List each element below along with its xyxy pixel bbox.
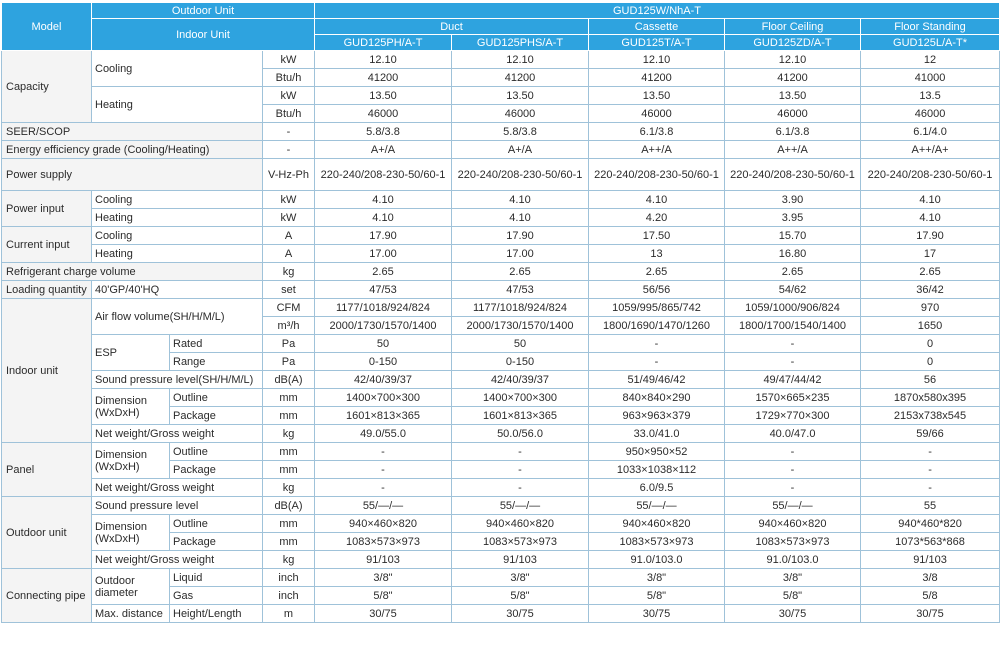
value-cell: 1083×573×973	[452, 533, 589, 551]
value-cell: 17.90	[861, 227, 1000, 245]
item-label: Net weight/Gross weight	[92, 425, 263, 443]
value-cell: A+/A	[315, 141, 452, 159]
value-cell: 91/103	[452, 551, 589, 569]
type-header: Cassette	[589, 19, 725, 35]
value-cell: 1033×1038×112	[589, 461, 725, 479]
value-cell: 50.0/56.0	[452, 425, 589, 443]
value-cell: 2.65	[315, 263, 452, 281]
value-cell: 1601×813×365	[315, 407, 452, 425]
value-cell: -	[725, 461, 861, 479]
section-label: SEER/SCOP	[2, 123, 263, 141]
value-cell: 12.10	[725, 51, 861, 69]
table-row	[2, 209, 1000, 227]
section-label: Indoor unit	[2, 299, 92, 443]
value-cell: A++/A+	[861, 141, 1000, 159]
section-label: Outdoor unit	[2, 497, 92, 569]
value-cell: -	[725, 353, 861, 371]
value-cell: 1650	[861, 317, 1000, 335]
subitem-label: Outline	[170, 515, 263, 533]
unit-cell: mm	[263, 461, 315, 479]
value-cell: 2000/1730/1570/1400	[452, 317, 589, 335]
value-cell: 17	[861, 245, 1000, 263]
value-cell: 2153x738x545	[861, 407, 1000, 425]
value-cell: 15.70	[725, 227, 861, 245]
value-cell: 4.10	[452, 209, 589, 227]
value-cell: 963×963×379	[589, 407, 725, 425]
value-cell: 1083×573×973	[589, 533, 725, 551]
value-cell: 220-240/208-230-50/60-1	[589, 159, 725, 191]
unit-cell: set	[263, 281, 315, 299]
value-cell: 6.1/3.8	[589, 123, 725, 141]
value-cell: 41200	[589, 69, 725, 87]
subitem-label: Height/Length	[170, 605, 263, 623]
value-cell: 1400×700×300	[315, 389, 452, 407]
item-label: Outdoor diameter	[92, 569, 170, 605]
unit-cell: mm	[263, 389, 315, 407]
value-cell: 940×460×820	[589, 515, 725, 533]
value-cell: 3/8	[861, 569, 1000, 587]
value-cell: 220-240/208-230-50/60-1	[725, 159, 861, 191]
value-cell: 950×950×52	[589, 443, 725, 461]
unit-cell: kW	[263, 191, 315, 209]
table-row	[2, 425, 1000, 443]
value-cell: -	[315, 461, 452, 479]
value-cell: 3/8"	[589, 569, 725, 587]
value-cell: 4.10	[589, 191, 725, 209]
value-cell: 5/8"	[452, 587, 589, 605]
value-cell: 4.10	[861, 191, 1000, 209]
value-cell: 13.5	[861, 87, 1000, 105]
value-cell: 13.50	[452, 87, 589, 105]
item-label: Heating	[92, 209, 263, 227]
value-cell: 51/49/46/42	[589, 371, 725, 389]
subitem-label: Package	[170, 461, 263, 479]
value-cell: 1059/995/865/742	[589, 299, 725, 317]
indoor-model-header: GUD125PHS/A-T	[452, 35, 589, 51]
unit-cell: inch	[263, 569, 315, 587]
unit-cell: mm	[263, 533, 315, 551]
value-cell: 6.1/3.8	[725, 123, 861, 141]
value-cell: 16.80	[725, 245, 861, 263]
unit-cell: dB(A)	[263, 371, 315, 389]
unit-cell: Pa	[263, 353, 315, 371]
value-cell: 220-240/208-230-50/60-1	[452, 159, 589, 191]
value-cell: A++/A	[725, 141, 861, 159]
table-row	[2, 389, 1000, 407]
value-cell: 41200	[315, 69, 452, 87]
section-label: Loading quantity	[2, 281, 92, 299]
unit-cell: A	[263, 245, 315, 263]
value-cell: 46000	[861, 105, 1000, 123]
value-cell: 17.00	[452, 245, 589, 263]
value-cell: 91.0/103.0	[725, 551, 861, 569]
value-cell: 3/8"	[452, 569, 589, 587]
value-cell: 40.0/47.0	[725, 425, 861, 443]
value-cell: 42/40/39/37	[452, 371, 589, 389]
table-row	[2, 443, 1000, 461]
value-cell: 4.10	[315, 191, 452, 209]
unit-cell: mm	[263, 443, 315, 461]
item-label: Heating	[92, 87, 263, 123]
value-cell: 3/8"	[725, 569, 861, 587]
value-cell: 54/62	[725, 281, 861, 299]
item-label: Max. distance	[92, 605, 170, 623]
value-cell: 13	[589, 245, 725, 263]
unit-cell: inch	[263, 587, 315, 605]
table-row	[2, 371, 1000, 389]
value-cell: 46000	[589, 105, 725, 123]
table-row	[2, 497, 1000, 515]
value-cell: 17.50	[589, 227, 725, 245]
subitem-label: Range	[170, 353, 263, 371]
table-row	[2, 245, 1000, 263]
value-cell: 940×460×820	[725, 515, 861, 533]
value-cell: -	[452, 461, 589, 479]
table-row	[2, 281, 1000, 299]
value-cell: 13.50	[725, 87, 861, 105]
value-cell: 12	[861, 51, 1000, 69]
model-header: Model	[2, 3, 92, 51]
value-cell: 2.65	[589, 263, 725, 281]
value-cell: -	[725, 335, 861, 353]
table-row	[2, 191, 1000, 209]
value-cell: -	[452, 479, 589, 497]
value-cell: 2.65	[452, 263, 589, 281]
subitem-label: Outline	[170, 389, 263, 407]
unit-cell: m	[263, 605, 315, 623]
section-label: Energy efficiency grade (Cooling/Heating)	[2, 141, 263, 159]
unit-cell: kg	[263, 551, 315, 569]
unit-cell: kW	[263, 209, 315, 227]
value-cell: 5/8	[861, 587, 1000, 605]
value-cell: 1083×573×973	[725, 533, 861, 551]
section-label: Refrigerant charge volume	[2, 263, 263, 281]
value-cell: 59/66	[861, 425, 1000, 443]
unit-cell: mm	[263, 407, 315, 425]
value-cell: 2.65	[725, 263, 861, 281]
indoor-unit-header: Indoor Unit	[92, 19, 315, 51]
value-cell: 30/75	[861, 605, 1000, 623]
section-label: Power input	[2, 191, 92, 227]
item-label: Sound pressure level	[92, 497, 263, 515]
value-cell: 12.10	[589, 51, 725, 69]
subitem-label: Outline	[170, 443, 263, 461]
value-cell: 49.0/55.0	[315, 425, 452, 443]
table-row	[2, 227, 1000, 245]
value-cell: 6.0/9.5	[589, 479, 725, 497]
unit-cell: dB(A)	[263, 497, 315, 515]
outdoor-model-header: GUD125W/NhA-T	[315, 3, 1000, 19]
item-label: 40'GP/40'HQ	[92, 281, 263, 299]
type-header: Floor Standing	[861, 19, 1000, 35]
value-cell: 1177/1018/924/824	[452, 299, 589, 317]
value-cell: -	[725, 479, 861, 497]
value-cell: 1059/1000/906/824	[725, 299, 861, 317]
table-row	[2, 551, 1000, 569]
subitem-label: Package	[170, 407, 263, 425]
value-cell: 46000	[315, 105, 452, 123]
unit-cell: kW	[263, 87, 315, 105]
value-cell: 55/—/—	[725, 497, 861, 515]
table-row	[2, 263, 1000, 281]
value-cell: 5/8"	[725, 587, 861, 605]
item-label: Heating	[92, 245, 263, 263]
unit-cell: Btu/h	[263, 105, 315, 123]
value-cell: 0-150	[452, 353, 589, 371]
unit-cell: -	[263, 123, 315, 141]
unit-cell: kg	[263, 479, 315, 497]
value-cell: 13.50	[315, 87, 452, 105]
unit-cell: Pa	[263, 335, 315, 353]
subitem-label: Rated	[170, 335, 263, 353]
outdoor-unit-header: Outdoor Unit	[92, 3, 315, 19]
item-label: Cooling	[92, 51, 263, 87]
value-cell: 50	[452, 335, 589, 353]
table-row	[2, 87, 1000, 105]
value-cell: 42/40/39/37	[315, 371, 452, 389]
value-cell: 1570×665×235	[725, 389, 861, 407]
value-cell: -	[315, 443, 452, 461]
value-cell: 55	[861, 497, 1000, 515]
table-row	[2, 51, 1000, 69]
value-cell: 56/56	[589, 281, 725, 299]
value-cell: A+/A	[452, 141, 589, 159]
value-cell: 3.90	[725, 191, 861, 209]
value-cell: 6.1/4.0	[861, 123, 1000, 141]
unit-cell: kg	[263, 263, 315, 281]
value-cell: 46000	[725, 105, 861, 123]
value-cell: -	[589, 335, 725, 353]
value-cell: 12.10	[315, 51, 452, 69]
value-cell: 30/75	[452, 605, 589, 623]
value-cell: 2000/1730/1570/1400	[315, 317, 452, 335]
indoor-model-header: GUD125ZD/A-T	[725, 35, 861, 51]
item-label: Cooling	[92, 227, 263, 245]
table-row	[2, 141, 1000, 159]
value-cell: 56	[861, 371, 1000, 389]
value-cell: 970	[861, 299, 1000, 317]
subitem-label: Gas	[170, 587, 263, 605]
value-cell: 41200	[452, 69, 589, 87]
value-cell: 5/8"	[315, 587, 452, 605]
value-cell: 13.50	[589, 87, 725, 105]
value-cell: -	[589, 353, 725, 371]
value-cell: 47/53	[315, 281, 452, 299]
unit-cell: mm	[263, 515, 315, 533]
value-cell: 17.90	[452, 227, 589, 245]
value-cell: 1400×700×300	[452, 389, 589, 407]
value-cell: 17.90	[315, 227, 452, 245]
unit-cell: -	[263, 141, 315, 159]
value-cell: 33.0/41.0	[589, 425, 725, 443]
section-label: Panel	[2, 443, 92, 497]
type-header: Duct	[315, 19, 589, 35]
value-cell: 49/47/44/42	[725, 371, 861, 389]
spec-table	[1, 2, 1000, 623]
value-cell: 1601×813×365	[452, 407, 589, 425]
subitem-label: Package	[170, 533, 263, 551]
value-cell: 1083×573×973	[315, 533, 452, 551]
value-cell: 1073*563*868	[861, 533, 1000, 551]
value-cell: 5.8/3.8	[315, 123, 452, 141]
table-row	[2, 569, 1000, 587]
section-label: Capacity	[2, 51, 92, 123]
item-label: Net weight/Gross weight	[92, 551, 263, 569]
value-cell: 55/—/—	[452, 497, 589, 515]
value-cell: 55/—/—	[589, 497, 725, 515]
value-cell: -	[861, 479, 1000, 497]
value-cell: 12.10	[452, 51, 589, 69]
table-row	[2, 515, 1000, 533]
value-cell: 940*460*820	[861, 515, 1000, 533]
value-cell: 17.00	[315, 245, 452, 263]
table-row	[2, 479, 1000, 497]
value-cell: 50	[315, 335, 452, 353]
item-label: Dimension (WxDxH)	[92, 389, 170, 425]
value-cell: 1177/1018/924/824	[315, 299, 452, 317]
unit-cell: V-Hz-Ph	[263, 159, 315, 191]
table-row	[2, 299, 1000, 317]
value-cell: 4.10	[861, 209, 1000, 227]
type-header: Floor Ceiling	[725, 19, 861, 35]
value-cell: 4.10	[315, 209, 452, 227]
section-label: Current input	[2, 227, 92, 263]
value-cell: 91/103	[315, 551, 452, 569]
item-label: ESP	[92, 335, 170, 371]
value-cell: -	[725, 443, 861, 461]
value-cell: 5/8"	[589, 587, 725, 605]
item-label: Sound pressure level(SH/H/M/L)	[92, 371, 263, 389]
value-cell: 0-150	[315, 353, 452, 371]
unit-cell: kW	[263, 51, 315, 69]
table-row	[2, 335, 1000, 353]
value-cell: 30/75	[589, 605, 725, 623]
value-cell: 1800/1700/1540/1400	[725, 317, 861, 335]
indoor-model-header: GUD125L/A-T*	[861, 35, 1000, 51]
value-cell: 4.10	[452, 191, 589, 209]
value-cell: 220-240/208-230-50/60-1	[861, 159, 1000, 191]
table-row	[2, 159, 1000, 191]
value-cell: 3.95	[725, 209, 861, 227]
value-cell: 840×840×290	[589, 389, 725, 407]
unit-cell: kg	[263, 425, 315, 443]
table-row	[2, 123, 1000, 141]
value-cell: -	[315, 479, 452, 497]
value-cell: -	[861, 461, 1000, 479]
value-cell: 220-240/208-230-50/60-1	[315, 159, 452, 191]
value-cell: 3/8"	[315, 569, 452, 587]
value-cell: 1800/1690/1470/1260	[589, 317, 725, 335]
value-cell: 0	[861, 353, 1000, 371]
value-cell: 940×460×820	[452, 515, 589, 533]
item-label: Dimension (WxDxH)	[92, 515, 170, 551]
unit-cell: CFM	[263, 299, 315, 317]
value-cell: -	[452, 443, 589, 461]
indoor-model-header: GUD125T/A-T	[589, 35, 725, 51]
section-label: Power supply	[2, 159, 263, 191]
value-cell: 55/—/—	[315, 497, 452, 515]
item-label: Air flow volume(SH/H/M/L)	[92, 299, 263, 335]
value-cell: 2.65	[861, 263, 1000, 281]
unit-cell: Btu/h	[263, 69, 315, 87]
value-cell: A++/A	[589, 141, 725, 159]
value-cell: 47/53	[452, 281, 589, 299]
value-cell: 4.20	[589, 209, 725, 227]
unit-cell: m³/h	[263, 317, 315, 335]
indoor-model-header: GUD125PH/A-T	[315, 35, 452, 51]
item-label: Net weight/Gross weight	[92, 479, 263, 497]
value-cell: 46000	[452, 105, 589, 123]
value-cell: 1729×770×300	[725, 407, 861, 425]
value-cell: 91.0/103.0	[589, 551, 725, 569]
value-cell: -	[861, 443, 1000, 461]
item-label: Cooling	[92, 191, 263, 209]
value-cell: 940×460×820	[315, 515, 452, 533]
value-cell: 0	[861, 335, 1000, 353]
value-cell: 30/75	[315, 605, 452, 623]
unit-cell: A	[263, 227, 315, 245]
item-label: Dimension (WxDxH)	[92, 443, 170, 479]
value-cell: 30/75	[725, 605, 861, 623]
value-cell: 5.8/3.8	[452, 123, 589, 141]
value-cell: 1870x580x395	[861, 389, 1000, 407]
table-row	[2, 605, 1000, 623]
value-cell: 41000	[861, 69, 1000, 87]
value-cell: 36/42	[861, 281, 1000, 299]
value-cell: 41200	[725, 69, 861, 87]
subitem-label: Liquid	[170, 569, 263, 587]
value-cell: 91/103	[861, 551, 1000, 569]
section-label: Connecting pipe	[2, 569, 92, 623]
